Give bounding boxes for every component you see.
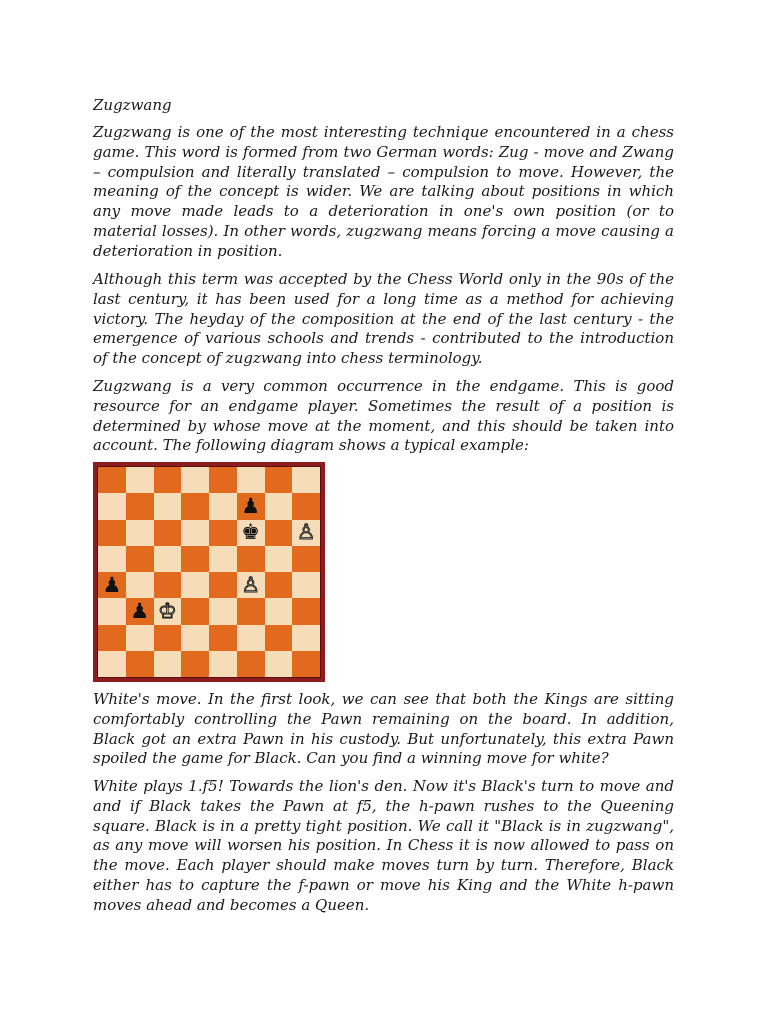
square-a5 bbox=[98, 546, 126, 572]
square-f4 bbox=[237, 572, 265, 598]
square-d3 bbox=[181, 598, 209, 624]
square-c7 bbox=[154, 493, 182, 519]
black-pawn-icon: ♟ bbox=[102, 572, 122, 597]
square-h7 bbox=[292, 493, 320, 519]
square-f8 bbox=[237, 467, 265, 493]
paragraph-history: Although this term was accepted by the Chess World only in the 90s of the last century, it has been used for a long time as a method for achieving victory. The heyday of the composition at the end of the last century - the emergence of various schools and trends - contributed to the introduction of the concept of zugzwang into chess terminology. bbox=[93, 270, 674, 368]
square-f7 bbox=[237, 493, 265, 519]
black-king-icon: ♚ bbox=[241, 520, 261, 545]
square-c5 bbox=[154, 546, 182, 572]
black-pawn-icon: ♟ bbox=[130, 598, 150, 623]
square-e4 bbox=[209, 572, 237, 598]
square-g5 bbox=[265, 546, 293, 572]
square-c2 bbox=[154, 625, 182, 651]
square-c4 bbox=[154, 572, 182, 598]
paragraph-endgame: Zugzwang is a very common occurrence in the endgame. This is good resource for an endgame player. Sometimes the result of a position is determined by whose move at the moment, and this should be taken into account. The following diagram shows a typical example: bbox=[93, 377, 674, 455]
square-h6 bbox=[292, 520, 320, 546]
square-g1 bbox=[265, 651, 293, 677]
square-c8 bbox=[154, 467, 182, 493]
paragraph-puzzle: White's move. In the first look, we can see that both the Kings are sitting comfortably controlling the Pawn remaining on the board. In addition, Black got an extra Pawn in his custody. But unfortunately, this extra Pawn spoiled the game for Black. Can you find a winning move for white? bbox=[93, 690, 674, 768]
square-f5 bbox=[237, 546, 265, 572]
square-h3 bbox=[292, 598, 320, 624]
square-d4 bbox=[181, 572, 209, 598]
square-e1 bbox=[209, 651, 237, 677]
square-g4 bbox=[265, 572, 293, 598]
square-b7 bbox=[126, 493, 154, 519]
square-h5 bbox=[292, 546, 320, 572]
square-h2 bbox=[292, 625, 320, 651]
square-f3 bbox=[237, 598, 265, 624]
square-b2 bbox=[126, 625, 154, 651]
square-g3 bbox=[265, 598, 293, 624]
paragraph-definition: Zugzwang is one of the most interesting technique encountered in a chess game. This word is formed from two German words: Zug - move and Zwang – compulsion and literally translated – compulsion to move. However, the meaning of the concept is wider. We are talking about positions in which any move made leads to a deterioration in one's own position (or to material losses). In other words, zugzwang means forcing a move causing a deterioration in position. bbox=[93, 123, 674, 260]
square-g8 bbox=[265, 467, 293, 493]
square-b1 bbox=[126, 651, 154, 677]
square-g2 bbox=[265, 625, 293, 651]
square-e8 bbox=[209, 467, 237, 493]
square-e2 bbox=[209, 625, 237, 651]
square-c6 bbox=[154, 520, 182, 546]
square-b8 bbox=[126, 467, 154, 493]
square-d2 bbox=[181, 625, 209, 651]
square-a8 bbox=[98, 467, 126, 493]
square-h4 bbox=[292, 572, 320, 598]
square-a6 bbox=[98, 520, 126, 546]
square-a1 bbox=[98, 651, 126, 677]
square-e6 bbox=[209, 520, 237, 546]
square-h1 bbox=[292, 651, 320, 677]
square-d7 bbox=[181, 493, 209, 519]
black-pawn-icon: ♟ bbox=[241, 493, 261, 518]
white-pawn-icon: ♙ bbox=[296, 520, 316, 545]
square-d1 bbox=[181, 651, 209, 677]
square-c1 bbox=[154, 651, 182, 677]
square-b6 bbox=[126, 520, 154, 546]
square-e3 bbox=[209, 598, 237, 624]
square-f1 bbox=[237, 651, 265, 677]
chess-diagram bbox=[93, 462, 325, 682]
square-d8 bbox=[181, 467, 209, 493]
square-c3 bbox=[154, 598, 182, 624]
square-a2 bbox=[98, 625, 126, 651]
square-b5 bbox=[126, 546, 154, 572]
square-a4 bbox=[98, 572, 126, 598]
paragraph-solution: White plays 1.f5! Towards the lion's den. Now it's Black's turn to move and and if Black takes the Pawn at f5, the h-pawn rushes to the Queening square. Black is in a pretty tight position. We call it "Black is in zugzwang", as any move will worsen his position. In Chess it is now allowed to pass on the move. Each player should make moves turn by turn. Therefore, Black either has to capture the f-pawn or move his King and the White h-pawn moves ahead and becomes a Queen. bbox=[93, 777, 674, 914]
square-e7 bbox=[209, 493, 237, 519]
square-g7 bbox=[265, 493, 293, 519]
chess-board bbox=[97, 466, 321, 678]
square-f6 bbox=[237, 520, 265, 546]
square-a3 bbox=[98, 598, 126, 624]
page-title: Zugzwang bbox=[93, 96, 172, 114]
square-b3 bbox=[126, 598, 154, 624]
square-b4 bbox=[126, 572, 154, 598]
square-a7 bbox=[98, 493, 126, 519]
square-h8 bbox=[292, 467, 320, 493]
square-e5 bbox=[209, 546, 237, 572]
white-king-icon: ♔ bbox=[157, 598, 177, 623]
white-pawn-icon: ♙ bbox=[241, 572, 261, 597]
square-d6 bbox=[181, 520, 209, 546]
square-f2 bbox=[237, 625, 265, 651]
square-d5 bbox=[181, 546, 209, 572]
square-g6 bbox=[265, 520, 293, 546]
